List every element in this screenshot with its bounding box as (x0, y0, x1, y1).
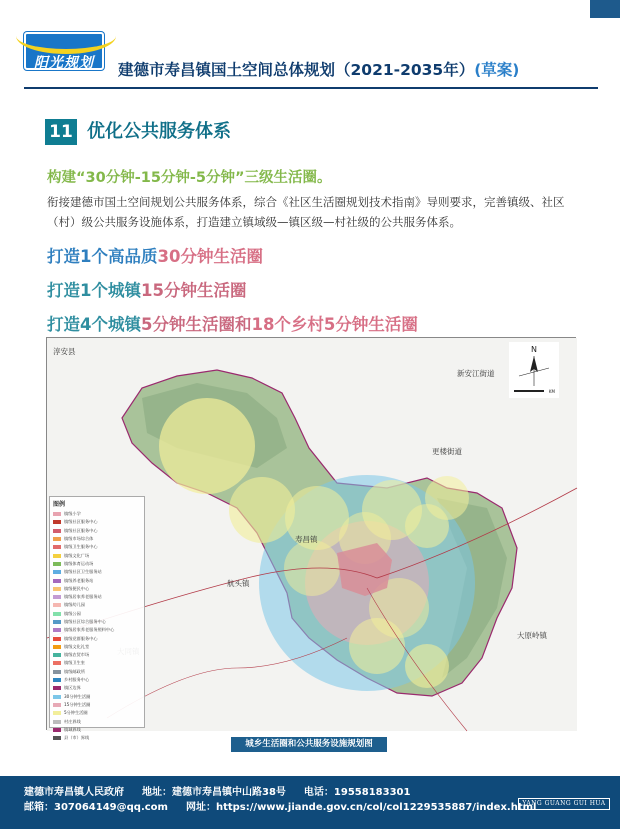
header-divider (24, 87, 598, 89)
legend-item (53, 651, 141, 659)
legend-item (53, 576, 141, 584)
header-title-main: 建德市寿昌镇国土空间总体规划（2021-2035年） (118, 61, 475, 79)
legend-swatch (53, 529, 61, 533)
legend-label: 镇级市场综合体 (64, 536, 94, 542)
legend-swatch (53, 728, 61, 732)
legend-label: 镇级公园 (64, 610, 81, 616)
legend-item (53, 585, 141, 593)
highlight-line-1 (47, 243, 263, 267)
map-legend (49, 496, 145, 741)
footer-website-label: 网址： (185, 802, 216, 813)
legend-swatch (53, 670, 61, 674)
footer-row-1 (24, 783, 410, 798)
logo (24, 32, 104, 70)
page-header (0, 18, 620, 88)
legend-label: 镇级文化礼堂 (64, 643, 90, 649)
legend-swatch (53, 587, 61, 591)
top-bar (0, 0, 620, 18)
legend-swatch (53, 570, 61, 574)
legend-item (53, 668, 141, 676)
legend-swatch (53, 637, 61, 641)
line3-part-b: 5分钟生活圈和 (140, 315, 252, 334)
highlight-line-3 (47, 311, 418, 335)
legend-swatch (53, 686, 61, 690)
legend-label: 镇级便民中心 (64, 585, 90, 591)
legend-swatch (53, 736, 61, 740)
circle-5min-b (229, 477, 295, 543)
legend-item (53, 676, 141, 684)
legend-swatch (53, 628, 61, 632)
circle-5min-h (349, 618, 405, 674)
legend-swatch (53, 603, 61, 607)
legend-swatch (53, 661, 61, 665)
footer-phone-label: 电话： (303, 787, 334, 798)
footer-website-link[interactable]: https://www.jiande.gov.cn/col/col1229535887/index.html (215, 802, 537, 813)
legend-label: 乡村服务中心 (64, 677, 90, 683)
legend-item (53, 560, 141, 568)
label-hangtou: 航头镇 (227, 579, 250, 588)
north-arrow (509, 342, 559, 398)
legend-item (53, 717, 141, 725)
legend-swatch (53, 711, 61, 715)
legend-item (53, 693, 141, 701)
label-shouchang: 寿昌镇 (295, 535, 318, 544)
label-dayang: 大原岭镇 (517, 631, 547, 640)
legend-swatch (53, 720, 61, 724)
header-title (118, 58, 519, 80)
legend-label: 镇级居家养老服务站 (64, 594, 102, 600)
footer-email-label: 邮箱： (24, 802, 54, 813)
map-caption: 城乡生活圈和公共服务设施规划图 (231, 737, 387, 752)
footer-brand: YANG GUANG GUI HUA (518, 798, 610, 810)
legend-label: 镇级卫生室 (64, 660, 85, 666)
legend-swatch (53, 653, 61, 657)
legend-swatch (53, 520, 61, 524)
legend-item (53, 643, 141, 651)
legend-item (53, 593, 141, 601)
legend-label: 30分钟生活圈 (64, 693, 91, 699)
legend-swatch (53, 579, 61, 583)
legend-swatch (53, 545, 61, 549)
footer-address-label: 地址： (142, 787, 172, 798)
legend-label: 镇级卫生服务中心 (64, 544, 98, 550)
subheading: 构建“30分钟-15分钟-5分钟”三级生活圈。 (47, 170, 332, 186)
legend-item (53, 684, 141, 692)
legend-label: 镇级文化广场 (64, 552, 90, 558)
body-paragraph: 衔接建德市国土空间规划公共服务体系，综合《社区生活圈规划技术指南》导则要求，完善镇级、社区（村）级公共服务设施体系，打造建立镇域级—镇区级—村社级的公共服务体系。 (47, 195, 565, 229)
footer-email[interactable]: 307064149@qq.com (54, 802, 168, 813)
legend-label: 5分钟生活圈 (64, 710, 88, 716)
legend-label: 镇级体育运动场 (64, 560, 94, 566)
legend-item (53, 659, 141, 667)
page-footer (0, 776, 620, 829)
legend-item (53, 610, 141, 618)
circle-5min-a (159, 398, 255, 494)
highlight-line-2 (47, 277, 246, 301)
legend-item (53, 626, 141, 634)
line1-part-a: 打造1个高品质 (47, 247, 158, 266)
legend-swatch (53, 645, 61, 649)
legend-item (53, 701, 141, 709)
legend-label: 镇级小学 (64, 511, 81, 517)
footer-row-2 (24, 798, 536, 813)
legend-item (53, 551, 141, 559)
footer-address: 建德市寿昌镇中山路38号 (172, 787, 286, 798)
line1-part-b: 30分钟生活圈 (157, 247, 263, 266)
header-title-draft: (草案) (474, 61, 520, 79)
planning-map (46, 337, 576, 741)
legend-item (53, 535, 141, 543)
footer-phone: 19558183301 (333, 787, 411, 798)
line3-part-a: 打造4个城镇 (47, 315, 141, 334)
section-title: 优化公共服务体系 (87, 121, 231, 142)
legend-item (53, 634, 141, 642)
label-chunan: 淳安县 (53, 347, 76, 356)
legend-label: 县（市）界线 (64, 735, 90, 741)
section-number: 11 (45, 119, 77, 145)
legend-label: 镇级邮政所 (64, 668, 85, 674)
footer-org: 建德市寿昌镇人民政府 (24, 787, 124, 798)
legend-label: 镇级社区服务中心 (64, 519, 98, 525)
logo-swoosh (16, 18, 116, 54)
legend-swatch (53, 512, 61, 516)
legend-label: 镇级居家养老服务照料中心 (64, 627, 115, 633)
north-label: N (531, 345, 537, 354)
legend-label: 15分钟生活圈 (64, 701, 91, 707)
legend-title: 图例 (53, 501, 66, 508)
line3-part-c: 18个乡村5分钟生活圈 (251, 315, 418, 334)
top-accent (590, 0, 620, 18)
legend-item (53, 709, 141, 717)
legend-swatch (53, 562, 61, 566)
legend-swatch (53, 554, 61, 558)
legend-swatch (53, 595, 61, 599)
legend-item (53, 726, 141, 734)
legend-label: 镇域界线 (64, 726, 81, 732)
legend-item (53, 543, 141, 551)
legend-label: 镇级农贸市场 (64, 652, 90, 658)
legend-label: 镇级幼儿园 (64, 602, 85, 608)
legend-label: 镇级养老服务站 (64, 577, 94, 583)
legend-label: 镇区边界 (64, 685, 81, 691)
legend-label: 镇级社区服务中心 (64, 527, 98, 533)
circle-5min-i (405, 644, 449, 688)
legend-item (53, 527, 141, 535)
legend-item (53, 734, 141, 742)
logo-text: 阳光规划 (34, 55, 94, 71)
legend-item (53, 518, 141, 526)
line2-part-b: 15分钟生活圈 (140, 281, 247, 300)
legend-swatch (53, 695, 61, 699)
legend-item (53, 601, 141, 609)
legend-list (53, 510, 141, 742)
legend-swatch (53, 612, 61, 616)
scale-unit: KM (548, 389, 555, 394)
legend-swatch (53, 620, 61, 624)
label-xinanjiang: 新安江街道 (457, 369, 495, 378)
legend-item (53, 510, 141, 518)
legend-label: 镇级党群服务中心 (64, 635, 98, 641)
legend-item (53, 618, 141, 626)
legend-label: 镇级社区综合服务中心 (64, 619, 106, 624)
legend-swatch (53, 537, 61, 541)
legend-label: 村庄界线 (64, 718, 81, 724)
legend-label: 镇级社区卫生服务站 (64, 569, 102, 575)
legend-swatch (53, 703, 61, 707)
line2-part-a: 打造1个城镇 (47, 281, 141, 300)
legend-swatch (53, 678, 61, 682)
legend-item (53, 568, 141, 576)
circle-5min-k (425, 476, 469, 520)
label-gengleou: 更楼街道 (432, 447, 462, 456)
